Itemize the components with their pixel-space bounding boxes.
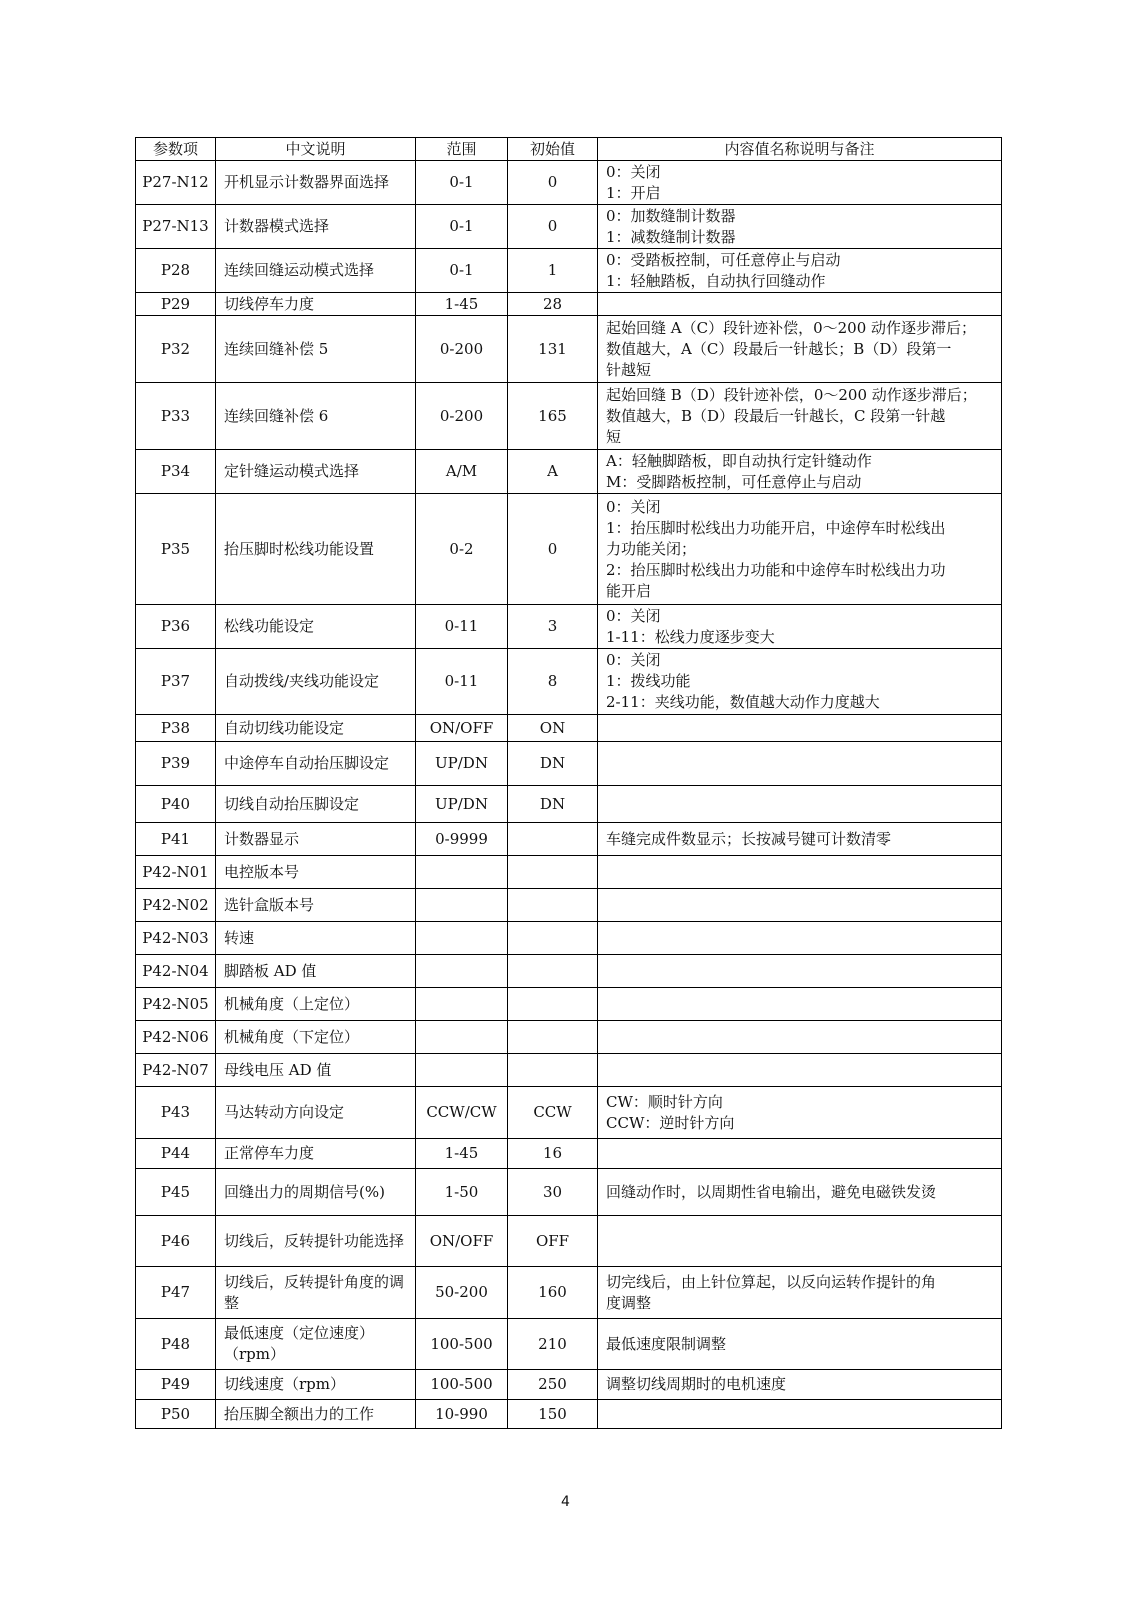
- param-range: 0-9999: [416, 823, 508, 856]
- param-code: P33: [136, 383, 216, 450]
- table-body: [136, 161, 1002, 1429]
- note-line: 0：关闭: [606, 606, 661, 625]
- param-code: P42-N05: [136, 988, 216, 1021]
- param-code: P27-N13: [136, 205, 216, 249]
- param-description: 中途停车自动抬压脚设定: [216, 742, 416, 786]
- param-code: P49: [136, 1370, 216, 1400]
- param-initial-value: 131: [508, 316, 598, 383]
- param-range: 100-500: [416, 1370, 508, 1400]
- param-code: P42-N01: [136, 856, 216, 889]
- table-row: [136, 786, 1002, 823]
- param-code: P42-N06: [136, 1021, 216, 1054]
- param-description: 松线功能设定: [216, 605, 416, 649]
- param-description: 马达转动方向设定: [216, 1087, 416, 1139]
- param-initial-value: [508, 988, 598, 1021]
- param-initial-value: 0: [508, 494, 598, 605]
- header-code: 参数项: [136, 138, 216, 161]
- param-notes: [598, 742, 1002, 786]
- parameter-table: [135, 137, 1002, 1429]
- param-initial-value: CCW: [508, 1087, 598, 1139]
- note-line: 2：抬压脚时松线出力功能和中途停车时松线出力功: [606, 560, 946, 579]
- table-row: [136, 1216, 1002, 1267]
- param-description: 计数器显示: [216, 823, 416, 856]
- note-line: 0：关闭: [606, 651, 661, 669]
- param-code: P42-N07: [136, 1054, 216, 1087]
- param-code: P39: [136, 742, 216, 786]
- note-line: 1：抬压脚时松线出力功能开启，中途停车时松线出: [606, 518, 946, 537]
- param-code: P32: [136, 316, 216, 383]
- table-row: [136, 889, 1002, 922]
- note-line: 0：受踏板控制，可任意停止与启动: [606, 250, 841, 269]
- param-range: [416, 1054, 508, 1087]
- param-notes: [598, 649, 1002, 715]
- param-initial-value: 16: [508, 1139, 598, 1169]
- header-init: 初始值: [508, 138, 598, 161]
- param-range: 0-1: [416, 205, 508, 249]
- note-line: 起始回缝 A（C）段针迹补偿，0～200 动作逐步滞后；: [606, 318, 977, 337]
- table-row: [136, 1267, 1002, 1319]
- param-initial-value: [508, 1054, 598, 1087]
- param-description: 抬压脚全额出力的工作: [216, 1400, 416, 1429]
- table-row: [136, 1319, 1002, 1370]
- param-initial-value: 0: [508, 205, 598, 249]
- param-notes: [598, 988, 1002, 1021]
- param-range: 100-500: [416, 1319, 508, 1370]
- param-range: 1-50: [416, 1169, 508, 1216]
- param-description: 定针缝运动模式选择: [216, 450, 416, 494]
- param-description: 自动切线功能设定: [216, 715, 416, 742]
- param-initial-value: 210: [508, 1319, 598, 1370]
- param-notes: [598, 1139, 1002, 1169]
- param-description: 连续回缝补偿 5: [216, 316, 416, 383]
- param-initial-value: 165: [508, 383, 598, 450]
- param-description: 脚踏板 AD 值: [216, 955, 416, 988]
- page-number: 4: [561, 1494, 570, 1510]
- table-row: [136, 823, 1002, 856]
- param-initial-value: 8: [508, 649, 598, 715]
- param-initial-value: [508, 955, 598, 988]
- param-range: 0-200: [416, 383, 508, 450]
- param-notes: [598, 1054, 1002, 1087]
- table-row: [136, 715, 1002, 742]
- param-notes: [598, 205, 1002, 249]
- table-row: [136, 494, 1002, 605]
- param-code: P43: [136, 1087, 216, 1139]
- table-row: [136, 205, 1002, 249]
- param-description: 选针盒版本号: [216, 889, 416, 922]
- param-initial-value: DN: [508, 786, 598, 823]
- table-row: [136, 922, 1002, 955]
- param-range: 0-1: [416, 161, 508, 205]
- param-notes: [598, 494, 1002, 605]
- param-notes: [598, 955, 1002, 988]
- param-description: 机械角度（下定位）: [216, 1021, 416, 1054]
- table-row: [136, 1087, 1002, 1139]
- param-code: P41: [136, 823, 216, 856]
- param-notes: [598, 161, 1002, 205]
- param-description: 切线停车力度: [216, 293, 416, 316]
- param-initial-value: [508, 922, 598, 955]
- table-row: [136, 742, 1002, 786]
- param-range: [416, 856, 508, 889]
- param-range: CCW/CW: [416, 1087, 508, 1139]
- table-row: [136, 856, 1002, 889]
- param-code: P42-N02: [136, 889, 216, 922]
- table-row: [136, 1139, 1002, 1169]
- param-range: 10-990: [416, 1400, 508, 1429]
- table-row: [136, 1370, 1002, 1400]
- param-initial-value: 3: [508, 605, 598, 649]
- param-range: 0-1: [416, 249, 508, 293]
- param-range: 0-2: [416, 494, 508, 605]
- param-initial-value: [508, 856, 598, 889]
- note-line: 1：开启: [606, 183, 661, 202]
- param-initial-value: [508, 1021, 598, 1054]
- param-range: [416, 988, 508, 1021]
- note-line: 1-11：松线力度逐步变大: [606, 627, 775, 646]
- param-range: 0-11: [416, 649, 508, 715]
- note-line: 2-11：夹线功能，数值越大动作力度越大: [606, 693, 880, 711]
- param-notes: [598, 922, 1002, 955]
- note-line: 度调整: [606, 1293, 652, 1312]
- note-line: CW：顺时针方向: [606, 1092, 723, 1111]
- table-row: [136, 1054, 1002, 1087]
- param-range: [416, 889, 508, 922]
- param-notes: [598, 1319, 1002, 1370]
- table-row: [136, 1021, 1002, 1054]
- param-notes: [598, 889, 1002, 922]
- param-range: [416, 955, 508, 988]
- note-line: CCW：逆时针方向: [606, 1113, 735, 1132]
- note-line: 1：减数缝制计数器: [606, 227, 736, 246]
- param-range: [416, 922, 508, 955]
- param-initial-value: 250: [508, 1370, 598, 1400]
- header-desc: 中文说明: [216, 138, 416, 161]
- note-line: 1：轻触踏板，自动执行回缝动作: [606, 271, 826, 290]
- param-initial-value: 0: [508, 161, 598, 205]
- param-code: P40: [136, 786, 216, 823]
- table-header-row: [136, 138, 1002, 161]
- table-row: [136, 955, 1002, 988]
- note-line: 针越短: [606, 360, 652, 379]
- param-description: 转速: [216, 922, 416, 955]
- param-notes: [598, 316, 1002, 383]
- note-line: 力功能关闭；: [606, 539, 697, 558]
- param-code: P37: [136, 649, 216, 715]
- param-notes: [598, 1216, 1002, 1267]
- param-code: P42-N03: [136, 922, 216, 955]
- note-line: 1：拨线功能: [606, 672, 691, 690]
- param-description: 电控版本号: [216, 856, 416, 889]
- note-line: 数值越大，A（C）段最后一针越长；B（D）段第一: [606, 339, 952, 358]
- param-code: P42-N04: [136, 955, 216, 988]
- param-code: P47: [136, 1267, 216, 1319]
- param-code: P27-N12: [136, 161, 216, 205]
- param-initial-value: 160: [508, 1267, 598, 1319]
- param-range: 1-45: [416, 293, 508, 316]
- note-line: 短: [606, 427, 622, 446]
- param-description: 正常停车力度: [216, 1139, 416, 1169]
- note-line: 切完线后，由上针位算起，以反向运转作提针的角: [606, 1272, 937, 1291]
- param-code: P44: [136, 1139, 216, 1169]
- param-initial-value: DN: [508, 742, 598, 786]
- table-row: [136, 1169, 1002, 1216]
- param-notes: [598, 249, 1002, 293]
- table-row: [136, 988, 1002, 1021]
- note-line: 0：加数缝制计数器: [606, 206, 736, 225]
- param-description: 自动拨线/夹线功能设定: [216, 649, 416, 715]
- note-line: 起始回缝 B（D）段针迹补偿，0～200 动作逐步滞后；: [606, 385, 977, 404]
- param-range: 0-200: [416, 316, 508, 383]
- param-description: 抬压脚时松线功能设置: [216, 494, 416, 605]
- param-notes: [598, 1400, 1002, 1429]
- param-description: 回缝出力的周期信号(%): [216, 1169, 416, 1216]
- note-line: 调整切线周期时的电机速度: [606, 1375, 787, 1393]
- param-notes: [598, 715, 1002, 742]
- param-code: P48: [136, 1319, 216, 1370]
- param-initial-value: ON: [508, 715, 598, 742]
- param-initial-value: [508, 889, 598, 922]
- param-notes: [598, 1169, 1002, 1216]
- param-code: P28: [136, 249, 216, 293]
- param-range: ON/OFF: [416, 1216, 508, 1267]
- note-line: 0：关闭: [606, 162, 661, 181]
- note-line: 0：关闭: [606, 497, 661, 516]
- param-notes: [598, 1021, 1002, 1054]
- note-line: 回缝动作时，以周期性省电输出，避免电磁铁发烫: [606, 1182, 937, 1201]
- table-row: [136, 249, 1002, 293]
- table-row: [136, 316, 1002, 383]
- param-description: 连续回缝补偿 6: [216, 383, 416, 450]
- param-description: 计数器模式选择: [216, 205, 416, 249]
- param-notes: [598, 823, 1002, 856]
- param-notes: [598, 605, 1002, 649]
- param-range: 0-11: [416, 605, 508, 649]
- param-description: 连续回缝运动模式选择: [216, 249, 416, 293]
- table-row: [136, 450, 1002, 494]
- param-description: 最低速度（定位速度）（rpm）: [216, 1319, 416, 1370]
- note-line: M：受脚踏板控制，可任意停止与启动: [606, 472, 862, 491]
- note-line: 数值越大，B（D）段最后一针越长，C 段第一针越: [606, 406, 946, 425]
- param-initial-value: A: [508, 450, 598, 494]
- param-initial-value: 1: [508, 249, 598, 293]
- param-notes: [598, 383, 1002, 450]
- param-code: P35: [136, 494, 216, 605]
- param-initial-value: OFF: [508, 1216, 598, 1267]
- param-range: A/M: [416, 450, 508, 494]
- param-notes: [598, 856, 1002, 889]
- note-line: 能开启: [606, 581, 652, 600]
- param-code: P45: [136, 1169, 216, 1216]
- param-range: 1-45: [416, 1139, 508, 1169]
- param-notes: [598, 293, 1002, 316]
- param-notes: [598, 786, 1002, 823]
- param-range: UP/DN: [416, 786, 508, 823]
- param-description: 母线电压 AD 值: [216, 1054, 416, 1087]
- table-row: [136, 1400, 1002, 1429]
- param-range: [416, 1021, 508, 1054]
- param-notes: [598, 1087, 1002, 1139]
- param-code: P36: [136, 605, 216, 649]
- param-initial-value: 150: [508, 1400, 598, 1429]
- table-row: [136, 605, 1002, 649]
- param-notes: [598, 450, 1002, 494]
- header-notes: 内容值名称说明与备注: [598, 138, 1002, 161]
- table-row: [136, 649, 1002, 715]
- param-range: 50-200: [416, 1267, 508, 1319]
- note-line: A：轻触脚踏板，即自动执行定针缝动作: [606, 451, 872, 470]
- param-initial-value: 28: [508, 293, 598, 316]
- param-description: 机械角度（上定位）: [216, 988, 416, 1021]
- table-row: [136, 293, 1002, 316]
- note-line: 车缝完成件数显示；长按减号键可计数清零: [606, 829, 892, 848]
- table-row: [136, 383, 1002, 450]
- param-code: P29: [136, 293, 216, 316]
- param-code: P50: [136, 1400, 216, 1429]
- param-range: ON/OFF: [416, 715, 508, 742]
- param-description: 切线自动抬压脚设定: [216, 786, 416, 823]
- param-description: 切线后，反转提针角度的调整: [216, 1267, 416, 1319]
- param-description: 切线后，反转提针功能选择: [216, 1216, 416, 1267]
- param-description: 切线速度（rpm）: [216, 1370, 416, 1400]
- param-range: UP/DN: [416, 742, 508, 786]
- param-code: P46: [136, 1216, 216, 1267]
- param-code: P38: [136, 715, 216, 742]
- param-initial-value: 30: [508, 1169, 598, 1216]
- param-notes: [598, 1267, 1002, 1319]
- table-row: [136, 161, 1002, 205]
- param-notes: [598, 1370, 1002, 1400]
- param-description: 开机显示计数器界面选择: [216, 161, 416, 205]
- param-code: P34: [136, 450, 216, 494]
- param-initial-value: [508, 823, 598, 856]
- note-line: 最低速度限制调整: [606, 1334, 727, 1353]
- header-range: 范围: [416, 138, 508, 161]
